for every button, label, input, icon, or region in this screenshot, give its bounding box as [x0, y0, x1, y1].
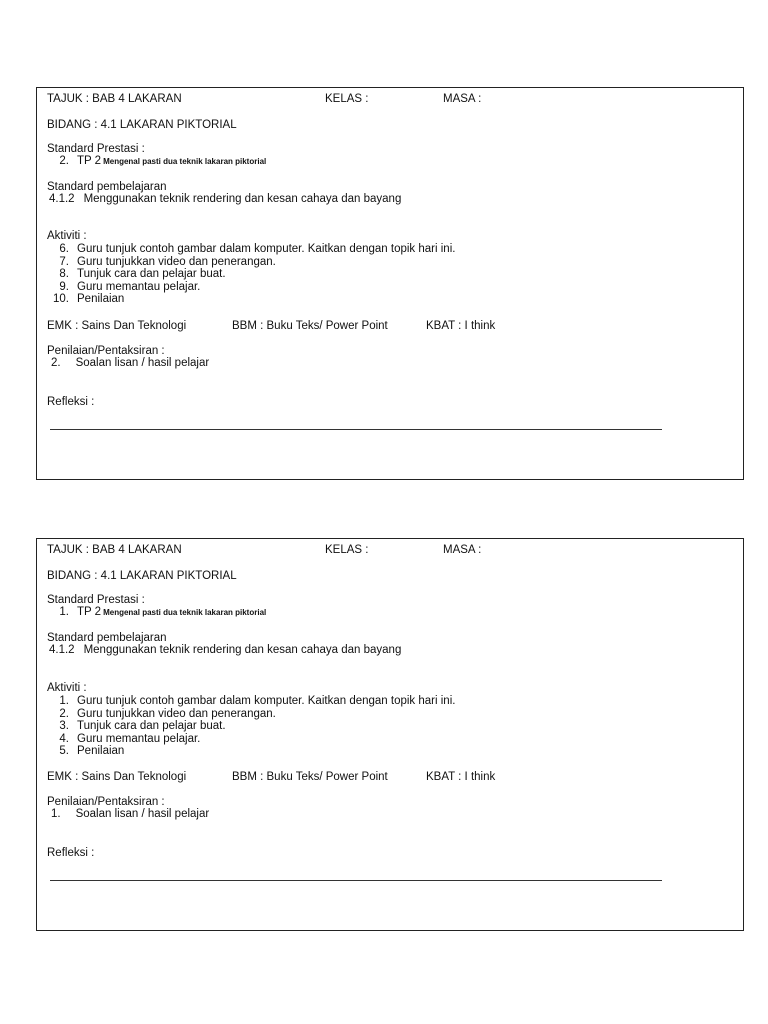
- bbm-label: BBM : Buku Teks/ Power Point: [232, 771, 388, 783]
- list-item: [47, 720, 226, 733]
- list-number: 4.: [59, 733, 69, 745]
- standard-text: Menggunakan teknik rendering dan kesan cahaya dan bayang: [83, 193, 402, 205]
- emk-label: EMK : Sains Dan Teknologi: [47, 771, 187, 783]
- standard-prestasi-heading: Standard Prestasi :: [47, 594, 145, 606]
- list-number: 3.: [59, 720, 69, 732]
- list-item: [47, 243, 455, 256]
- list-item: [47, 695, 455, 708]
- bidang-label: BIDANG : 4.1 LAKARAN PIKTORIAL: [47, 570, 237, 582]
- aktiviti-heading: Aktiviti :: [47, 230, 87, 242]
- standard-code: 4.1.2: [49, 644, 75, 656]
- list-number: 6.: [59, 243, 69, 255]
- bbm-label: BBM : Buku Teks/ Power Point: [232, 320, 388, 332]
- list-number: 1.: [51, 808, 61, 820]
- list-number: 2.: [59, 155, 69, 167]
- standard-pembelajaran-item: [49, 644, 401, 657]
- standard-code: 4.1.2: [49, 193, 75, 205]
- penilaian-item: [51, 357, 209, 370]
- kelas-label: KELAS :: [325, 93, 369, 105]
- list-number: 9.: [59, 281, 69, 293]
- list-number: 1.: [59, 606, 69, 618]
- list-number: 2.: [59, 708, 69, 720]
- bidang-label: BIDANG : 4.1 LAKARAN PIKTORIAL: [47, 119, 237, 131]
- list-text: Penilaian: [77, 745, 125, 757]
- emk-label: EMK : Sains Dan Teknologi: [47, 320, 187, 332]
- list-text: Guru tunjukkan video dan penerangan.: [77, 708, 276, 720]
- kbat-label: KBAT : I think: [426, 771, 496, 783]
- list-number: 8.: [59, 268, 69, 280]
- list-text: Guru memantau pelajar.: [77, 733, 201, 745]
- refleksi-writing-line: [50, 429, 662, 430]
- penilaian-item: [51, 808, 209, 821]
- standard-text: Menggunakan teknik rendering dan kesan cahaya dan bayang: [83, 644, 402, 656]
- lesson-plan-card: [36, 87, 744, 480]
- tp-label: TP 2: [77, 606, 102, 618]
- list-text: Soalan lisan / hasil pelajar: [75, 357, 210, 369]
- standard-prestasi-heading: Standard Prestasi :: [47, 143, 145, 155]
- list-text: Penilaian: [77, 293, 125, 305]
- list-text: Soalan lisan / hasil pelajar: [75, 808, 210, 820]
- tajuk-label: TAJUK : BAB 4 LAKARAN: [47, 93, 182, 105]
- refleksi-label: Refleksi :: [47, 396, 95, 408]
- lesson-plan-card: [36, 538, 744, 931]
- list-number: 5.: [59, 745, 69, 757]
- list-text: Guru tunjuk contoh gambar dalam komputer. Kaitkan dengan topik hari ini.: [77, 243, 456, 255]
- masa-label: MASA :: [443, 93, 482, 105]
- list-text: Guru memantau pelajar.: [77, 281, 201, 293]
- aktiviti-heading: Aktiviti :: [47, 682, 87, 694]
- refleksi-label: Refleksi :: [47, 847, 95, 859]
- kbat-label: KBAT : I think: [426, 320, 496, 332]
- list-number: 7.: [59, 256, 69, 268]
- list-text: Guru tunjuk contoh gambar dalam komputer. Kaitkan dengan topik hari ini.: [77, 695, 456, 707]
- standard-pembelajaran-item: [49, 193, 401, 206]
- penilaian-heading: Penilaian/Pentaksiran :: [47, 345, 165, 357]
- kelas-label: KELAS :: [325, 544, 369, 556]
- refleksi-writing-line: [50, 880, 662, 881]
- list-item: [47, 745, 124, 758]
- standard-prestasi-item: [47, 155, 266, 168]
- list-text: Tunjuk cara dan pelajar buat.: [77, 268, 226, 280]
- standard-pembelajaran-heading: Standard pembelajaran: [47, 632, 167, 644]
- list-text: Tunjuk cara dan pelajar buat.: [77, 720, 226, 732]
- list-item: [47, 293, 124, 306]
- list-item: [47, 268, 226, 281]
- standard-pembelajaran-heading: Standard pembelajaran: [47, 181, 167, 193]
- tp-description: Mengenal pasti dua teknik lakaran piktorial: [103, 608, 267, 617]
- penilaian-heading: Penilaian/Pentaksiran :: [47, 796, 165, 808]
- standard-prestasi-item: [47, 606, 266, 619]
- tp-label: TP 2: [77, 155, 102, 167]
- list-number: 10.: [53, 293, 69, 305]
- tajuk-label: TAJUK : BAB 4 LAKARAN: [47, 544, 182, 556]
- list-number: 2.: [51, 357, 61, 369]
- masa-label: MASA :: [443, 544, 482, 556]
- list-number: 1.: [59, 695, 69, 707]
- tp-description: Mengenal pasti dua teknik lakaran piktorial: [103, 157, 267, 166]
- list-text: Guru tunjukkan video dan penerangan.: [77, 256, 276, 268]
